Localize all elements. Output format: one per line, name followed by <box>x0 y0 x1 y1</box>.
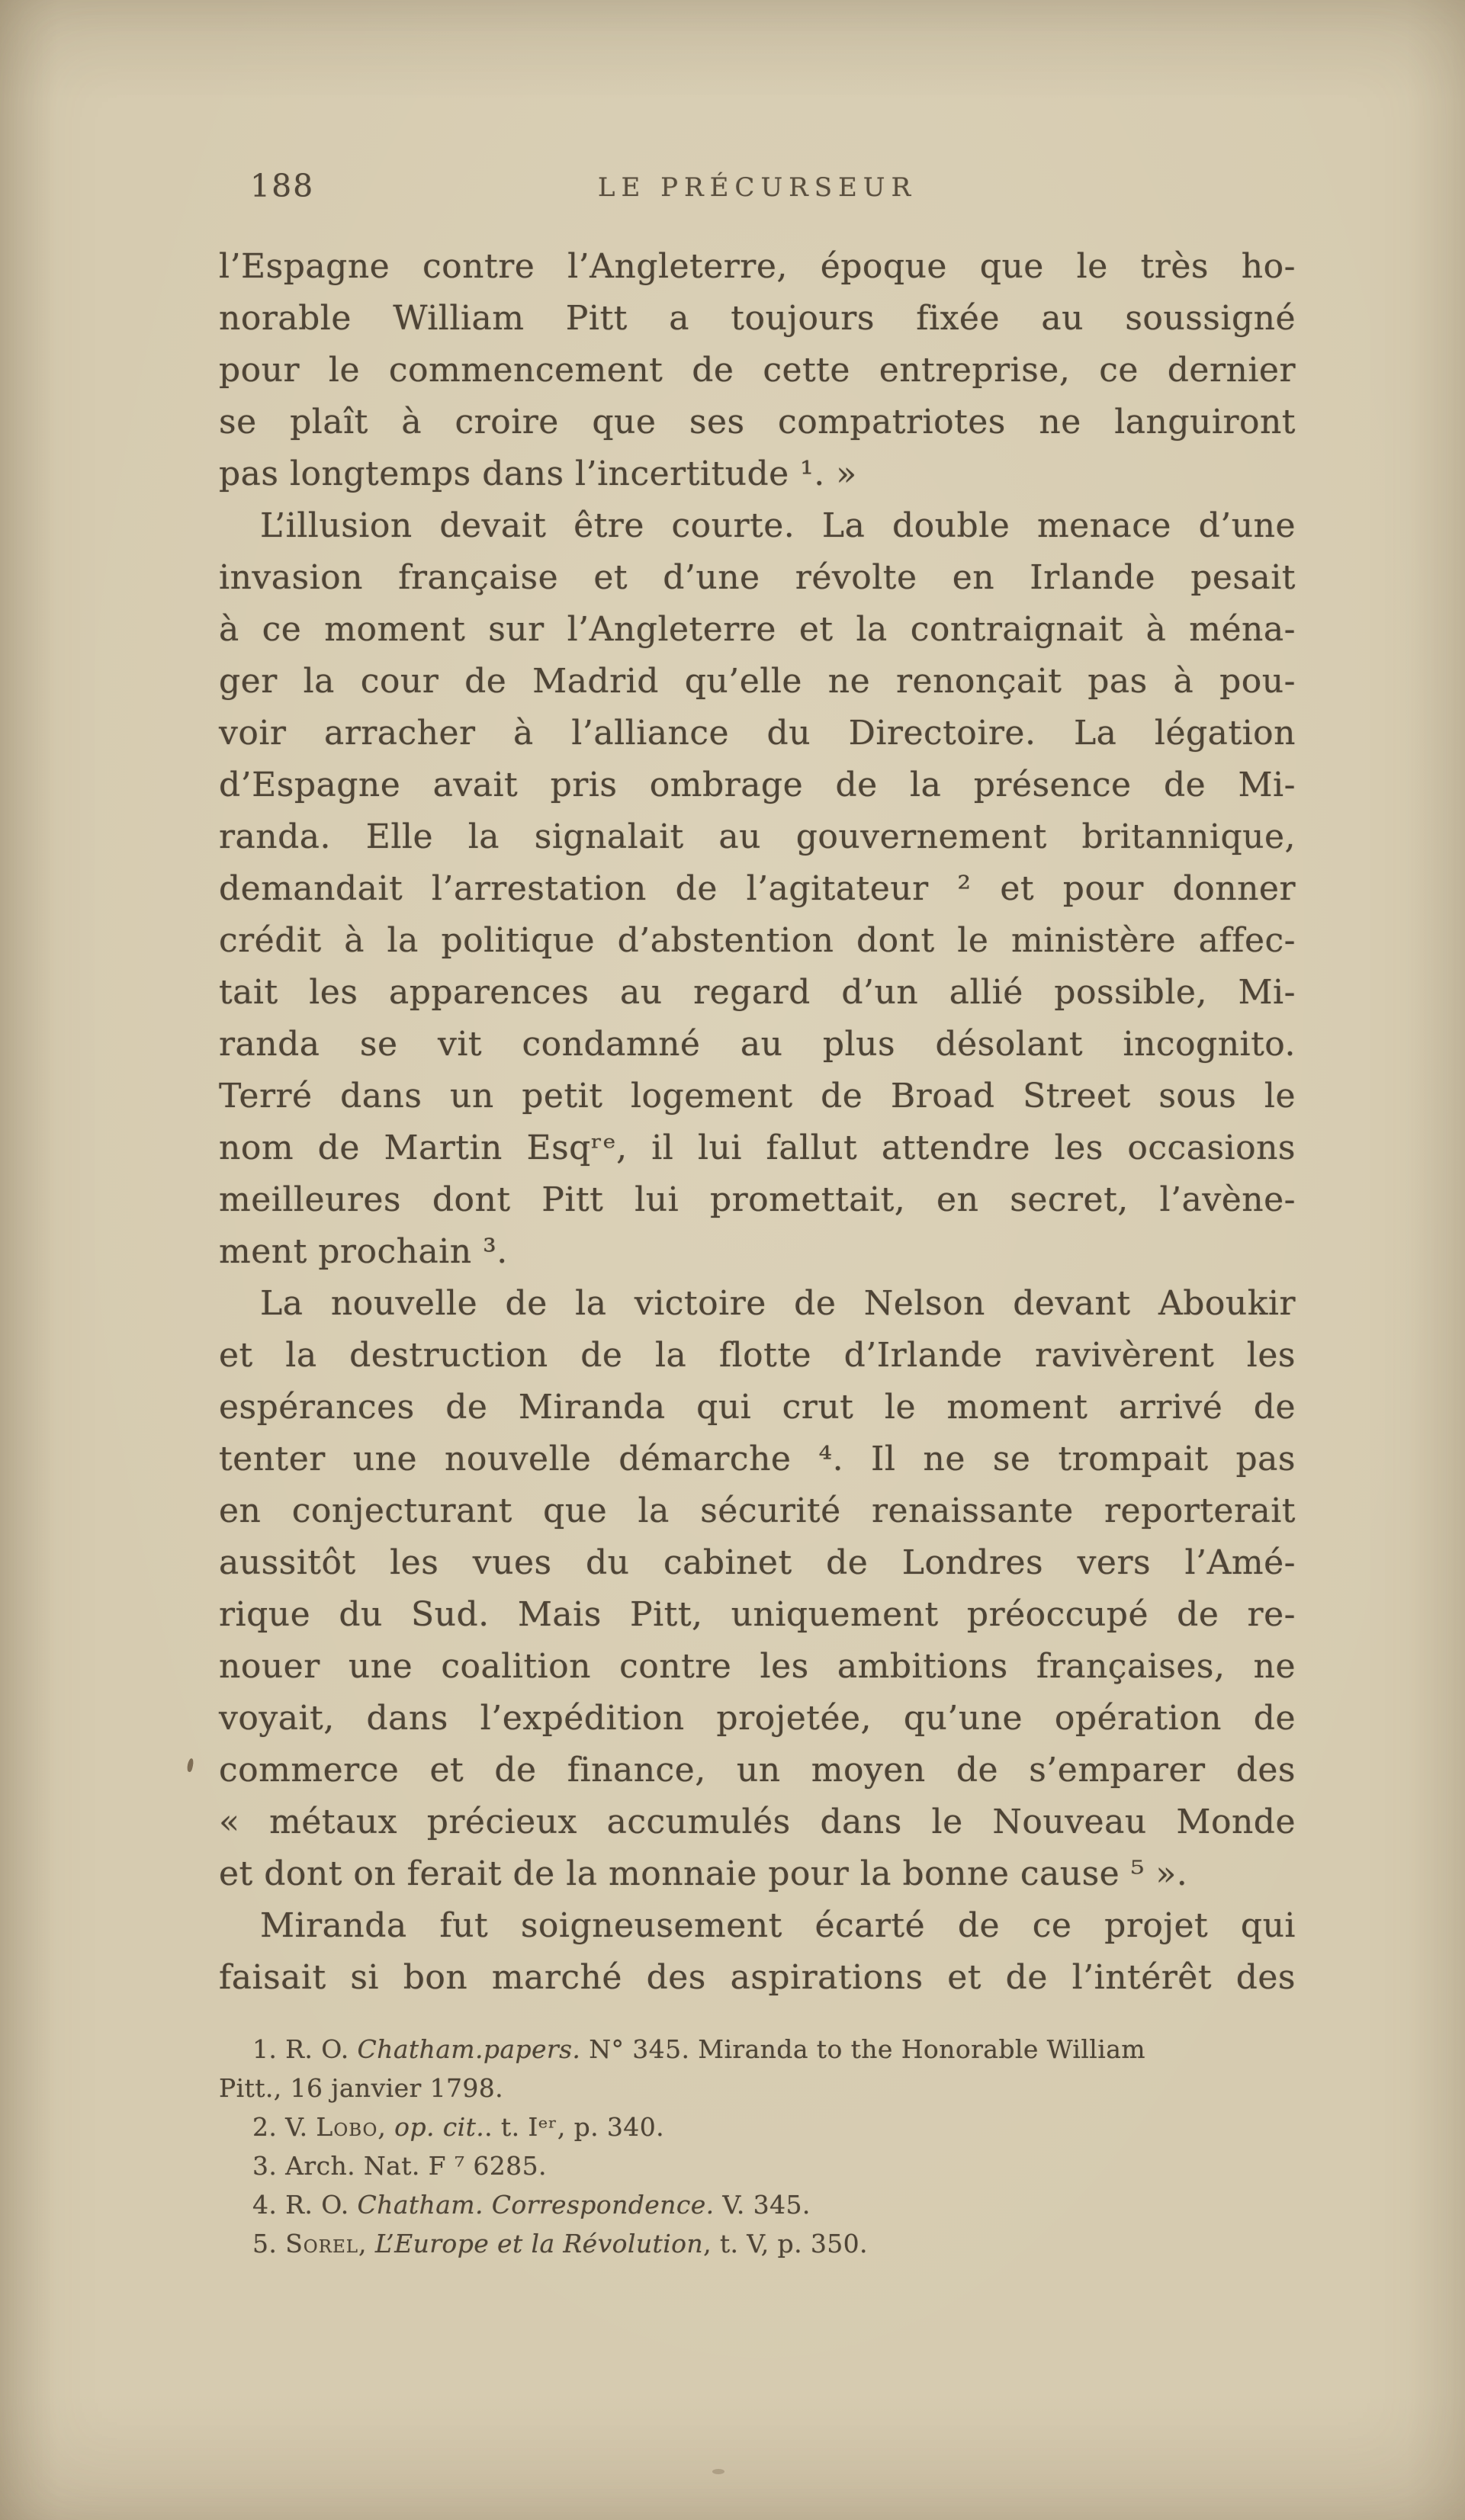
footnote-text: . t. Iᵉʳ, p. 340. <box>484 2112 664 2142</box>
body-line: rique du Sud. Mais Pitt, uniquement préoccupé de re- <box>219 1595 1296 1634</box>
body-line: nom de Martin Esqʳᵉ, il lui fallut attendre les occasions <box>219 1128 1296 1167</box>
body-line: randa se vit condamné au plus désolant incognito. <box>219 1025 1296 1064</box>
body-line: commerce et de finance, un moyen de s’emparer des <box>219 1751 1296 1790</box>
running-header: LE PRÉCURSEUR <box>597 172 917 203</box>
body-line: espérances de Miranda qui crut le moment arrivé de <box>219 1388 1296 1427</box>
body-line: voir arracher à l’alliance du Directoire. La légation <box>219 714 1296 753</box>
footnote-text-italic: Chatham. Correspondence. <box>357 2190 715 2220</box>
page-number: 188 <box>250 168 315 204</box>
body-line: norable William Pitt a toujours fixée au soussigné <box>219 299 1296 338</box>
footnote-text: 5. <box>252 2229 286 2258</box>
footnote-text: 1. R. O. <box>252 2034 358 2064</box>
body-line: L’illusion devait être courte. La double menace d’une <box>260 506 1296 545</box>
body-line: pour le commencement de cette entreprise, ce dernier <box>219 351 1296 390</box>
footnote-text: 2. V. <box>252 2112 316 2142</box>
footnote-1-line-2 <box>219 2069 1296 2107</box>
body-line: d’Espagne avait pris ombrage de la présence de Mi- <box>219 766 1296 804</box>
body-line: et la destruction de la flotte d’Irlande ravivèrent les <box>219 1336 1296 1375</box>
footnote-text: Pitt., 16 janvier 1798. <box>219 2073 504 2103</box>
footnote-text: V. 345. <box>714 2190 811 2220</box>
body-line: aussitôt les vues du cabinet de Londres vers l’Amé- <box>219 1543 1296 1582</box>
body-line: ger la cour de Madrid qu’elle ne renonçait pas à pou- <box>219 662 1296 701</box>
footnote-text: , <box>358 2229 375 2258</box>
footnote-text: 4. R. O. <box>252 2190 358 2220</box>
body-line: Miranda fut soigneusement écarté de ce projet qui <box>260 1906 1296 1945</box>
body-line: ment prochain ³. <box>219 1232 508 1271</box>
footnote-text-smallcaps: Sorel <box>285 2229 359 2258</box>
footnotes-block <box>219 2030 1296 2263</box>
body-line: tait les apparences au regard d’un allié possible, Mi- <box>219 973 1296 1012</box>
body-line: La nouvelle de la victoire de Nelson devant Aboukir <box>260 1284 1296 1323</box>
footnote-text-italic: op. cit. <box>394 2112 485 2142</box>
body-line: nouer une coalition contre les ambitions françaises, ne <box>219 1647 1296 1686</box>
footnote-5 <box>219 2224 1296 2263</box>
body-line: demandait l’arrestation de l’agitateur ² et pour donner <box>219 869 1296 908</box>
footnote-4 <box>219 2185 1296 2224</box>
footnote-text: N° 345. Miranda to the Honorable William <box>580 2034 1145 2064</box>
footnote-text-italic: L’Europe et la Révolution <box>374 2229 704 2258</box>
body-line: randa. Elle la signalait au gouvernement britannique, <box>219 817 1296 856</box>
footnote-text-italic: Chatham.papers. <box>357 2034 581 2064</box>
footnote-text: , <box>377 2112 395 2142</box>
body-line: tenter une nouvelle démarche ⁴. Il ne se trompait pas <box>219 1440 1296 1478</box>
footnote-2 <box>219 2107 1296 2146</box>
body-line: voyait, dans l’expédition projetée, qu’une opération de <box>219 1699 1296 1738</box>
body-line: et dont on ferait de la monnaie pour la bonne cause ⁵ ». <box>219 1854 1188 1893</box>
footnote-text: 3. Arch. Nat. F ⁷ 6285. <box>252 2151 547 2181</box>
body-line: meilleures dont Pitt lui promettait, en secret, l’avène- <box>219 1180 1296 1219</box>
footnote-1-line-1 <box>219 2030 1296 2069</box>
body-line: à ce moment sur l’Angleterre et la contraignait à ména- <box>219 610 1296 649</box>
ink-speck <box>712 2469 724 2474</box>
footnote-text-smallcaps: Lobo <box>316 2112 378 2142</box>
body-line: « métaux précieux accumulés dans le Nouveau Monde <box>219 1803 1296 1841</box>
body-line: faisait si bon marché des aspirations et de l’intérêt des <box>219 1958 1296 1997</box>
body-line: Terré dans un petit logement de Broad Street sous le <box>219 1077 1296 1116</box>
ink-speck <box>186 1758 194 1772</box>
footnote-text: , t. V, p. 350. <box>703 2229 868 2258</box>
body-line: invasion française et d’une révolte en Irlande pesait <box>219 558 1296 597</box>
body-line: se plaît à croire que ses compatriotes ne languiront <box>219 403 1296 441</box>
body-line: crédit à la politique d’abstention dont le ministère affec- <box>219 921 1296 960</box>
body-line: en conjecturant que la sécurité renaissante reporterait <box>219 1491 1296 1530</box>
page-body-text <box>219 241 1296 2004</box>
body-line: l’Espagne contre l’Angleterre, époque que le très ho- <box>219 247 1296 286</box>
footnote-3 <box>219 2146 1296 2185</box>
body-line: pas longtemps dans l’incertitude ¹. » <box>219 454 857 493</box>
